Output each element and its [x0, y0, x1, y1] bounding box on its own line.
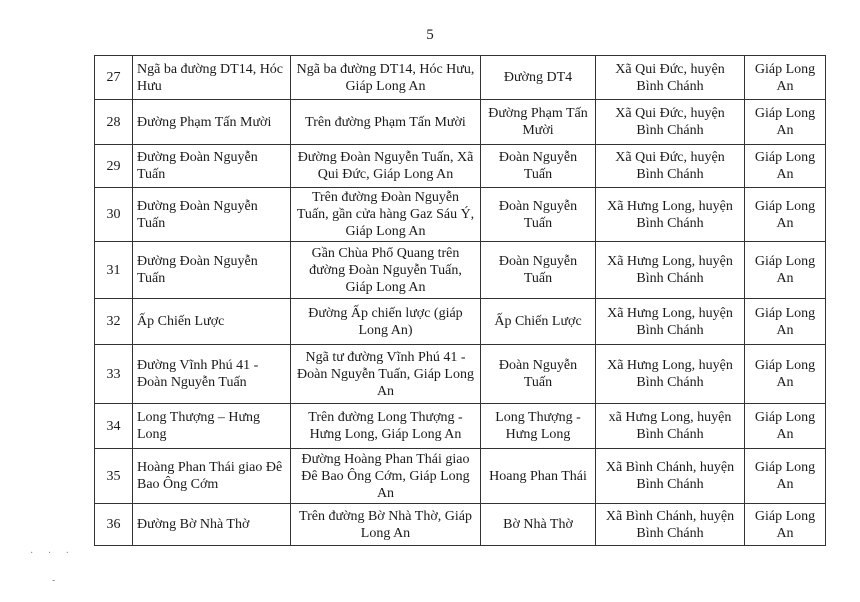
start-point: Trên đường Phạm Tấn Mười — [291, 100, 481, 145]
locations-table — [94, 55, 826, 546]
row-number: 27 — [95, 56, 133, 100]
end-point: Bờ Nhà Thờ — [481, 504, 596, 546]
row-number: 30 — [95, 188, 133, 242]
route-name: Ấp Chiến Lược — [133, 299, 291, 345]
row-number: 33 — [95, 345, 133, 404]
location: Xã Qui Đức, huyện Bình Chánh — [596, 145, 745, 188]
location: Xã Qui Đức, huyện Bình Chánh — [596, 100, 745, 145]
note: Giáp Long An — [745, 145, 826, 188]
end-point: Đường Phạm Tấn Mười — [481, 100, 596, 145]
end-point: Đoàn Nguyễn Tuấn — [481, 145, 596, 188]
note: Giáp Long An — [745, 504, 826, 546]
start-point: Trên đường Bờ Nhà Thờ, Giáp Long An — [291, 504, 481, 546]
note: Giáp Long An — [745, 188, 826, 242]
table-row — [95, 145, 826, 188]
end-point: Hoang Phan Thái — [481, 449, 596, 504]
location: Xã Hưng Long, huyện Bình Chánh — [596, 188, 745, 242]
route-name: Đường Đoàn Nguyễn Tuấn — [133, 242, 291, 299]
table-row — [95, 299, 826, 345]
location: Xã Hưng Long, huyện Bình Chánh — [596, 345, 745, 404]
end-point: Long Thượng - Hưng Long — [481, 404, 596, 449]
start-point: Gần Chùa Phổ Quang trên đường Đoàn Nguyễn Tuấn, Giáp Long An — [291, 242, 481, 299]
note: Giáp Long An — [745, 449, 826, 504]
note: Giáp Long An — [745, 242, 826, 299]
row-number: 34 — [95, 404, 133, 449]
route-name: Đường Phạm Tấn Mười — [133, 100, 291, 145]
start-point: Đường Đoàn Nguyễn Tuấn, Xã Qui Đức, Giáp Long An — [291, 145, 481, 188]
location: Xã Bình Chánh, huyện Bình Chánh — [596, 449, 745, 504]
end-point: Đoàn Nguyễn Tuấn — [481, 242, 596, 299]
note: Giáp Long An — [745, 100, 826, 145]
table-row — [95, 345, 826, 404]
table-row — [95, 242, 826, 299]
start-point: Đường Hoàng Phan Thái giao Đê Bao Ông Cớm, Giáp Long An — [291, 449, 481, 504]
row-number: 31 — [95, 242, 133, 299]
start-point: Trên đường Long Thượng - Hưng Long, Giáp Long An — [291, 404, 481, 449]
route-name: Đường Đoàn Nguyễn Tuấn — [133, 188, 291, 242]
table-row — [95, 100, 826, 145]
route-name: Hoàng Phan Thái giao Đê Bao Ông Cớm — [133, 449, 291, 504]
start-point: Ngã tư đường Vĩnh Phú 41 - Đoàn Nguyễn Tuấn, Giáp Long An — [291, 345, 481, 404]
table-row — [95, 504, 826, 546]
start-point: Trên đường Đoàn Nguyễn Tuấn, gần cửa hàng Gaz Sáu Ý, Giáp Long An — [291, 188, 481, 242]
end-point: Đường DT4 — [481, 56, 596, 100]
note: Giáp Long An — [745, 299, 826, 345]
note: Giáp Long An — [745, 56, 826, 100]
route-name: Đường Bờ Nhà Thờ — [133, 504, 291, 546]
row-number: 32 — [95, 299, 133, 345]
note: Giáp Long An — [745, 345, 826, 404]
table-row — [95, 56, 826, 100]
row-number: 36 — [95, 504, 133, 546]
row-number: 35 — [95, 449, 133, 504]
location: Xã Qui Đức, huyện Bình Chánh — [596, 56, 745, 100]
row-number: 28 — [95, 100, 133, 145]
start-point: Ngã ba đường DT14, Hóc Hưu, Giáp Long An — [291, 56, 481, 100]
location: Xã Hưng Long, huyện Bình Chánh — [596, 299, 745, 345]
location: xã Hưng Long, huyện Bình Chánh — [596, 404, 745, 449]
route-name: Đường Đoàn Nguyễn Tuấn — [133, 145, 291, 188]
route-name: Ngã ba đường DT14, Hóc Hưu — [133, 56, 291, 100]
scan-specks: · · · — [30, 548, 75, 559]
table-row — [95, 404, 826, 449]
route-name: Long Thượng – Hưng Long — [133, 404, 291, 449]
table-row — [95, 188, 826, 242]
table-row — [95, 449, 826, 504]
end-point: Ấp Chiến Lược — [481, 299, 596, 345]
page-number: 5 — [426, 27, 434, 43]
scan-speck: - — [52, 575, 56, 586]
note: Giáp Long An — [745, 404, 826, 449]
route-name: Đường Vĩnh Phú 41 - Đoàn Nguyễn Tuấn — [133, 345, 291, 404]
location: Xã Hưng Long, huyện Bình Chánh — [596, 242, 745, 299]
row-number: 29 — [95, 145, 133, 188]
end-point: Đoàn Nguyễn Tuấn — [481, 345, 596, 404]
end-point: Đoàn Nguyễn Tuấn — [481, 188, 596, 242]
start-point: Đường Ấp chiến lược (giáp Long An) — [291, 299, 481, 345]
location: Xã Bình Chánh, huyện Bình Chánh — [596, 504, 745, 546]
